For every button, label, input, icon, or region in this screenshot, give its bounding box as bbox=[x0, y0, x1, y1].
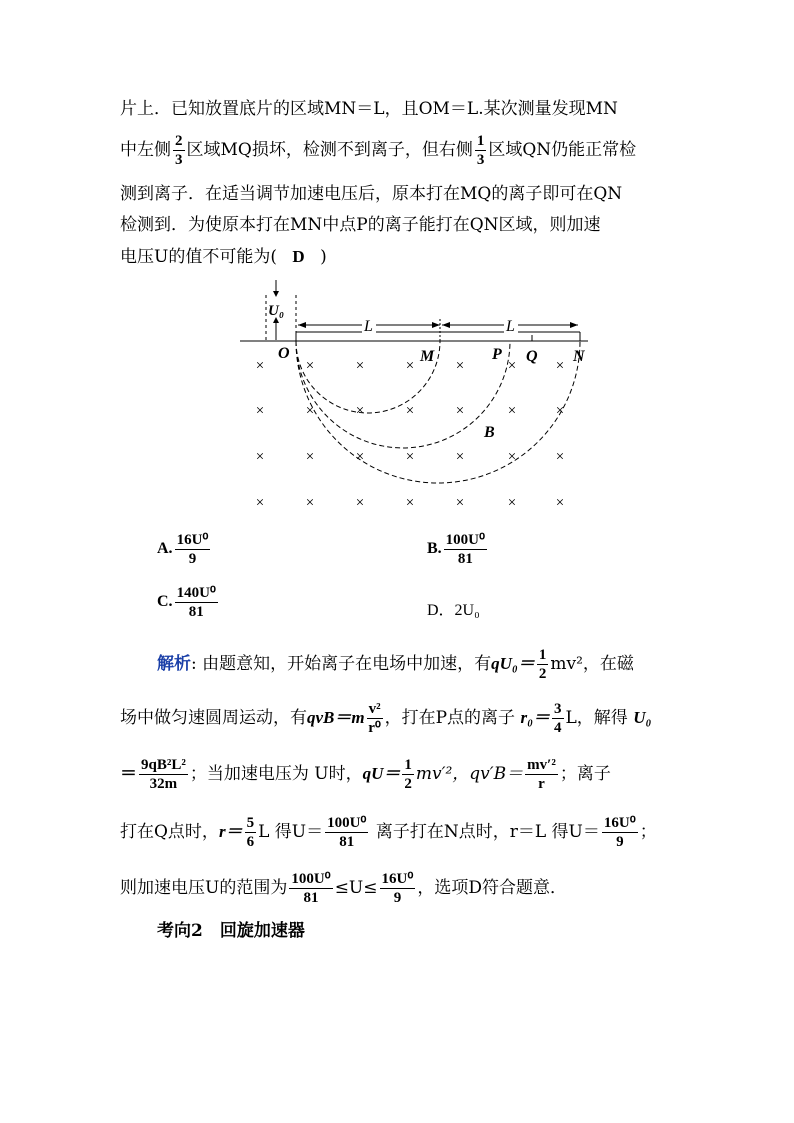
field-cross: × bbox=[305, 358, 315, 374]
solution-line-5: 则加速电压U的范围为 $\frac{\text{100U⁰}}{81}$ ≤U≤ $\frac{\text{16U⁰}}{9}$ ，选项D符合题意． bbox=[120, 871, 568, 906]
answer-letter: D bbox=[292, 247, 305, 266]
field-cross: × bbox=[305, 495, 315, 511]
trajectory-to-m bbox=[296, 341, 440, 413]
solution-tag: 解析 bbox=[157, 654, 191, 674]
solution-line-3: ＝ $\frac{\text{9qB²L²}}{32m}$ ；当加速电压为 U时，qU＝ $\frac{1}{2}$ mv′²，qv′B＝ $\frac{\text{mv′²}}{r}$ ；离子 bbox=[120, 757, 611, 792]
label-q: Q bbox=[526, 348, 538, 365]
section-heading: 考向2 回旋加速器 bbox=[157, 921, 305, 941]
solution-line-2: 场中做匀速圆周运动，有qvB＝m $\frac{\text{v²}}{\text{r⁰}}$ ，打在P点的离子 r₀＝ $\frac{3}{4}$ L，解得 U₀ bbox=[120, 701, 652, 736]
dimension-l2-arrow-left bbox=[442, 322, 450, 328]
label-l1: L bbox=[364, 318, 373, 335]
field-cross: × bbox=[507, 449, 517, 465]
problem-text-5a: 电压U的值不可能为( bbox=[120, 247, 277, 267]
problem-text-4: 检测到．为使原本打在MN中点P的离子能打在QN区域，则加速 bbox=[120, 215, 601, 235]
fraction-two-thirds: $\frac{2}{3}$ bbox=[175, 133, 183, 168]
label-u0: U₀ bbox=[268, 303, 285, 319]
problem-line-2 bbox=[120, 132, 636, 169]
field-cross: × bbox=[455, 449, 465, 465]
problem-line-5 bbox=[120, 246, 327, 268]
field-cross: × bbox=[255, 449, 265, 465]
field-cross: × bbox=[455, 495, 465, 511]
label-m: M bbox=[420, 348, 435, 365]
field-cross: × bbox=[405, 358, 415, 374]
label-l2: L bbox=[506, 318, 515, 335]
field-cross: × bbox=[355, 495, 365, 511]
field-cross: × bbox=[555, 449, 565, 465]
field-cross: × bbox=[305, 403, 315, 419]
label-p: P bbox=[492, 346, 502, 363]
problem-text-3: 测到离子．在适当调节加速电压后，原本打在MQ的离子即可在QN bbox=[120, 184, 623, 204]
solution-line-4: 打在Q点时，r＝ $\frac{5}{6}$ L 得U＝ $\frac{\text{100U⁰}}{81}$ 离子打在N点时，r＝L 得U＝ $\frac{\text{16U⁰}}{9}$ ； bbox=[120, 815, 657, 850]
field-cross: × bbox=[255, 495, 265, 511]
dimension-l1-arrow-left bbox=[298, 322, 306, 328]
field-cross: × bbox=[355, 449, 365, 465]
label-o: O bbox=[278, 345, 290, 362]
dimension-l2-arrow-right bbox=[570, 322, 578, 328]
problem-text-1: 片上．已知放置底片的区域MN＝L，且OM＝L.某次测量发现MN bbox=[120, 99, 618, 119]
field-cross: × bbox=[507, 403, 517, 419]
field-cross: × bbox=[507, 495, 517, 511]
problem-text-5b: ) bbox=[320, 247, 327, 267]
problem-line-1 bbox=[120, 98, 618, 120]
label-n: N bbox=[573, 348, 585, 365]
mass-spectrometer-figure bbox=[230, 275, 610, 515]
field-cross: × bbox=[555, 495, 565, 511]
option-c: C. $\frac{\text{140U⁰}}{81}$ bbox=[157, 585, 216, 620]
problem-line-3 bbox=[120, 183, 622, 205]
field-cross: × bbox=[405, 495, 415, 511]
field-cross: × bbox=[305, 449, 315, 465]
field-cross: × bbox=[405, 449, 415, 465]
field-cross: × bbox=[507, 358, 517, 374]
trajectory-to-p bbox=[296, 341, 510, 448]
field-cross: × bbox=[405, 403, 415, 419]
option-a: A. $\frac{\text{16U⁰}}{9}$ bbox=[157, 532, 209, 567]
option-b: B. $\frac{\text{100U⁰}}{81}$ bbox=[427, 532, 486, 567]
field-cross: × bbox=[455, 358, 465, 374]
field-cross: × bbox=[255, 358, 265, 374]
option-d: D．2U₀ bbox=[427, 602, 480, 619]
u0-arrowhead-top bbox=[273, 291, 279, 297]
field-cross: × bbox=[555, 403, 565, 419]
field-cross: × bbox=[555, 358, 565, 374]
problem-text-2c: 区域QN仍能正常检 bbox=[488, 140, 637, 160]
problem-line-4 bbox=[120, 214, 601, 236]
fraction-one-third: $\frac{1}{3}$ bbox=[476, 133, 485, 168]
problem-text-2b: 区域MQ损坏，检测不到离子，但右侧 bbox=[186, 140, 473, 160]
problem-text-2a: 中左侧 bbox=[120, 140, 171, 160]
field-cross: × bbox=[355, 403, 365, 419]
solution-line-1: 解析: 由题意知，开始离子在电场中加速，有qU₀＝ $\frac{1}{2}$ mv²，在磁 bbox=[157, 647, 634, 682]
field-cross: × bbox=[255, 403, 265, 419]
field-cross: × bbox=[455, 403, 465, 419]
label-b: B bbox=[484, 424, 495, 441]
field-cross: × bbox=[355, 358, 365, 374]
dimension-l1-arrow-right bbox=[432, 322, 440, 328]
